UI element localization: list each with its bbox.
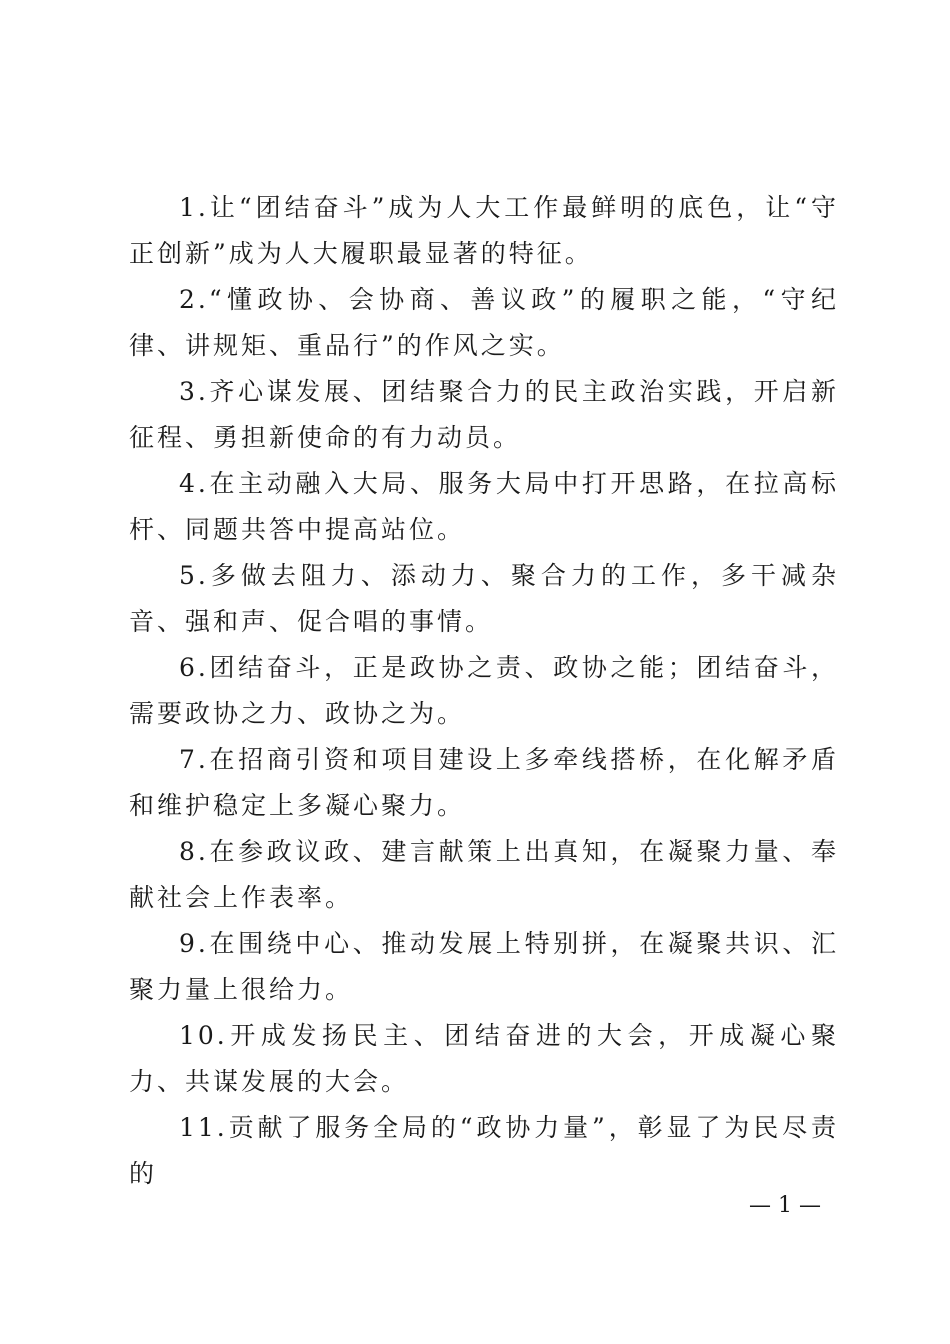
list-item-4: 4.在主动融入大局、服务大局中打开思路，在拉高标杆、同题共答中提高站位。	[129, 469, 839, 544]
list-item-5: 5.多做去阻力、添动力、聚合力的工作，多干减杂音、强和声、促合唱的事情。	[129, 561, 839, 636]
list-item-6: 6.团结奋斗，正是政协之责、政协之能；团结奋斗，需要政协之力、政协之为。	[129, 653, 839, 728]
list-item-2: 2.“懂政协、会协商、善议政”的履职之能，“守纪律、讲规矩、重品行”的作风之实。	[129, 285, 839, 360]
list-item-1: 1.让“团结奋斗”成为人大工作最鲜明的底色，让“守正创新”成为人大履职最显著的特征。	[129, 193, 839, 268]
list-item-10: 10.开成发扬民主、团结奋进的大会，开成凝心聚力、共谋发展的大会。	[129, 1021, 839, 1096]
list-item-7: 7.在招商引资和项目建设上多牵线搭桥，在化解矛盾和维护稳定上多凝心聚力。	[129, 745, 839, 820]
list-item-11: 11.贡献了服务全局的“政协力量”，彰显了为民尽责的	[129, 1113, 839, 1188]
list-item-3: 3.齐心谋发展、团结聚合力的民主政治实践，开启新征程、勇担新使命的有力动员。	[129, 377, 839, 452]
page-number: — 1 —	[749, 1193, 821, 1218]
list-item-9: 9.在围绕中心、推动发展上特别拼，在凝聚共识、汇聚力量上很给力。	[129, 929, 839, 1004]
document-body	[129, 185, 839, 1197]
list-item-8: 8.在参政议政、建言献策上出真知，在凝聚力量、奉献社会上作表率。	[129, 837, 839, 912]
